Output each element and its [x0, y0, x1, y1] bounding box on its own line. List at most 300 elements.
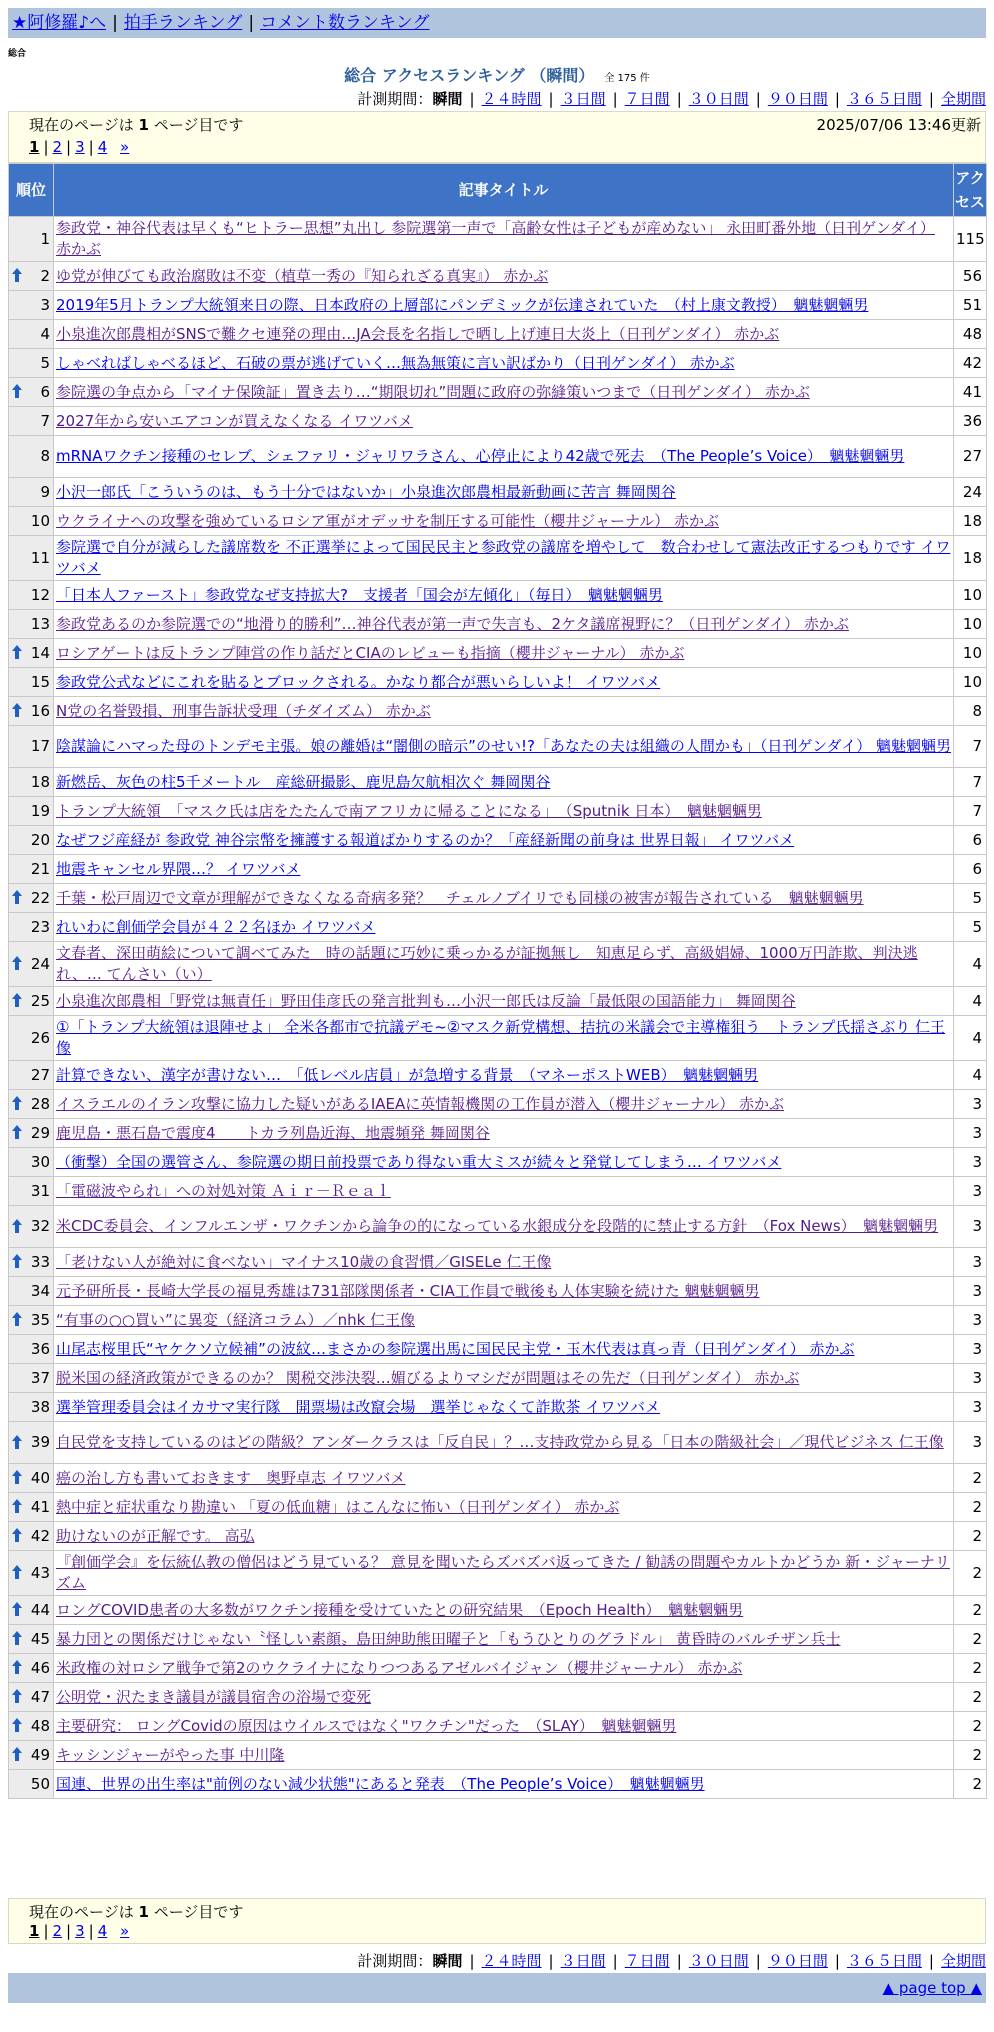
article-link[interactable]: “有事の○○買い”に異変（経済コラム）／nhk 仁王像 — [56, 1310, 416, 1329]
period-link-365d[interactable]: ３６５日間 — [846, 90, 922, 108]
title-cell — [54, 1206, 954, 1248]
title-cell — [54, 1522, 954, 1551]
rank-cell — [9, 855, 54, 884]
access-count: 6 — [954, 826, 987, 855]
title-cell — [54, 1551, 954, 1596]
title-cell — [54, 1393, 954, 1422]
article-link[interactable]: 2019年5月トランプ大統領来日の際、日本政府の上層部にパンデミックが伝達されていた （村上康文教授） 魑魅魍魎男 — [56, 295, 869, 314]
rank-number: 6 — [40, 382, 50, 401]
access-count: 115 — [954, 217, 987, 262]
title-cell — [54, 1683, 954, 1712]
access-count: 2 — [954, 1741, 987, 1770]
table-row — [9, 639, 987, 668]
title-cell — [54, 378, 954, 407]
rank-cell — [9, 610, 54, 639]
title-cell — [54, 1596, 954, 1625]
header-rank: 順位 — [9, 164, 54, 217]
access-count: 2 — [954, 1493, 987, 1522]
article-link[interactable]: mRNAワクチン接種のセレブ、シェファリ・ジャリワラさん、心停止により42歳で死去 （The People’s Voice） 魑魅魍魎男 — [56, 447, 905, 465]
access-count: 41 — [954, 378, 987, 407]
table-row — [9, 436, 987, 478]
access-count: 2 — [954, 1464, 987, 1493]
table-row — [9, 349, 987, 378]
rank-cell — [9, 407, 54, 436]
article-link[interactable]: 参院選の争点から「マイナ保険証」置き去り…“期限切れ”問題に政府の弥縫策いつまで（日刊ゲンダイ） 赤かぶ — [56, 382, 810, 401]
rank-number: 31 — [30, 1181, 50, 1200]
article-link[interactable]: キッシンジャーがやった事 中川隆 — [56, 1745, 285, 1764]
table-row — [9, 1119, 987, 1148]
article-link[interactable]: 山尾志桜里氏“ヤケクソ立候補”の波紋…まさかの参院選出馬に国民民主党・玉木代表は真っ青（日刊ゲンダイ） 赤かぶ — [56, 1339, 855, 1358]
title-cell — [54, 987, 954, 1016]
article-link[interactable]: 2027年から安いエアコンが買えなくなる イワツバメ — [56, 411, 413, 430]
rank-cell — [9, 884, 54, 913]
rank-number: 22 — [30, 888, 50, 907]
access-count: 3 — [954, 1090, 987, 1119]
rank-number: 29 — [30, 1123, 50, 1142]
table-row — [9, 797, 987, 826]
rank-cell — [9, 1683, 54, 1712]
rank-up-arrow-icon — [12, 1747, 22, 1761]
rank-cell — [9, 697, 54, 726]
page-title: 総合 アクセスランキング （瞬間） — [344, 66, 595, 85]
page-link-1[interactable]: 1 — [29, 1922, 40, 1940]
article-link[interactable]: 参政党あるのか参院選での“地滑り的勝利”…神谷代表が第一声で失言も、2ケタ議席視野に？（日刊ゲンダイ） 赤かぶ — [56, 614, 849, 633]
rank-up-arrow-icon — [12, 993, 22, 1007]
rank-up-arrow-icon — [12, 1312, 22, 1326]
table-row — [9, 1422, 987, 1464]
rank-cell — [9, 1306, 54, 1335]
title-cell — [54, 1335, 954, 1364]
access-count: 10 — [954, 668, 987, 697]
article-link[interactable]: 小泉進次郎農相「野党は無責任」野田佳彦氏の発言批判も…小沢一郎氏は反論「最低限の国語能力」 舞岡関谷 — [56, 991, 796, 1010]
title-cell — [54, 1177, 954, 1206]
rank-up-arrow-icon — [12, 1565, 22, 1579]
table-row — [9, 1741, 987, 1770]
article-link[interactable]: 脱米国の経済政策ができるのか？ 関税交渉決裂…媚びるよりマシだが問題はその先だ（日刊ゲンダイ） 赤かぶ — [56, 1368, 800, 1387]
access-count: 2 — [954, 1625, 987, 1654]
nav-link-comment-ranking[interactable]: コメント数ランキング — [260, 13, 430, 33]
header-access: アクセス — [954, 164, 987, 217]
title-cell — [54, 436, 954, 478]
access-count: 3 — [954, 1393, 987, 1422]
table-row — [9, 942, 987, 987]
article-link[interactable]: しゃべればしゃべるほど、石破の票が逃げていく…無為無策に言い訳ばかり（日刊ゲンダイ） 赤かぶ — [56, 353, 735, 372]
table-row — [9, 1625, 987, 1654]
period-label: 計測期間： — [357, 1952, 433, 1970]
table-row — [9, 507, 987, 536]
table-row — [9, 320, 987, 349]
article-link[interactable]: 選挙管理委員会はイカサマ実行隊 開票場は改竄会場 選挙じゃなくて詐欺茶 イワツバメ — [56, 1397, 661, 1416]
article-link[interactable]: 暴力団との関係だけじゃない〝怪しい素顔〟島田紳助熊田曜子と「もうひとりのグラドル」 黄昏時のバルチザン兵士 — [56, 1629, 841, 1648]
title-cell — [54, 536, 954, 581]
article-link[interactable]: 熱中症と症状重なり勘違い 「夏の低血糖」はこんなに怖い（日刊ゲンダイ） 赤かぶ — [56, 1497, 620, 1516]
title-cell — [54, 320, 954, 349]
rank-cell — [9, 1206, 54, 1248]
access-count: 2 — [954, 1551, 987, 1596]
title-cell — [54, 1016, 954, 1061]
rank-cell — [9, 942, 54, 987]
rank-number: 13 — [30, 614, 50, 633]
page-info-top — [8, 111, 986, 163]
title-cell — [54, 1422, 954, 1464]
table-row — [9, 581, 987, 610]
article-link[interactable]: 米CDC委員会、インフルエンザ・ワクチンから論争の的になっている水銀成分を段階的に禁止する方針 （Fox News） 魑魅魍魎男 — [56, 1217, 939, 1235]
title-cell — [54, 826, 954, 855]
rank-cell — [9, 291, 54, 320]
title-cell — [54, 697, 954, 726]
access-count: 2 — [954, 1770, 987, 1799]
access-count: 6 — [954, 855, 987, 884]
access-count: 48 — [954, 320, 987, 349]
period-link-7d[interactable]: ７日間 — [624, 90, 670, 108]
article-link[interactable]: 小沢一郎氏「こういうのは、もう十分ではないか」小泉進次郎農相最新動画に苦言 舞岡関谷 — [56, 482, 676, 501]
rank-number: 47 — [30, 1687, 50, 1706]
article-link[interactable]: 助けないのが正解です。 高弘 — [56, 1526, 255, 1545]
updated-timestamp: 2025/07/06 13:46更新 — [816, 116, 981, 134]
article-link[interactable]: ウクライナへの攻撃を強めているロシア軍がオデッサを制圧する可能性（櫻井ジャーナル） 赤かぶ — [56, 511, 719, 530]
rank-number: 42 — [30, 1526, 50, 1545]
title-cell — [54, 1277, 954, 1306]
top-nav — [8, 8, 986, 38]
period-label: 計測期間： — [357, 90, 433, 108]
title-cell — [54, 1248, 954, 1277]
article-link[interactable]: 計算できない、漢字が書けない… 「低レベル店員」が急増する背景 （マネーポストWEB） 魑魅魍魎男 — [56, 1065, 759, 1084]
title-cell — [54, 1090, 954, 1119]
access-count: 2 — [954, 1522, 987, 1551]
table-row — [9, 291, 987, 320]
rank-number: 50 — [30, 1774, 50, 1793]
table-row — [9, 726, 987, 768]
rank-number: 1 — [40, 229, 50, 248]
rank-cell — [9, 349, 54, 378]
page-link-1[interactable]: 1 — [29, 138, 40, 156]
page-next-link[interactable]: » — [120, 138, 130, 156]
table-row — [9, 1016, 987, 1061]
access-count: 18 — [954, 507, 987, 536]
rank-number: 3 — [40, 295, 50, 314]
rank-up-arrow-icon — [12, 1660, 22, 1674]
title-cell — [54, 855, 954, 884]
rank-cell — [9, 913, 54, 942]
rank-number: 44 — [30, 1600, 50, 1619]
rank-number: 30 — [30, 1152, 50, 1171]
article-link[interactable]: 小泉進次郎農相がSNSで難クセ連発の理由…JA会長を名指しで晒し上げ連日大炎上（日刊ゲンダイ） 赤かぶ — [56, 324, 780, 343]
rank-number: 40 — [30, 1468, 50, 1487]
current-page-text: 現在のページは 1 ページ目です — [29, 116, 244, 134]
article-link[interactable]: 米政権の対ロシア戦争で第2のウクライナになりつつあるアゼルバイジャン（櫻井ジャーナル） 赤かぶ — [56, 1658, 743, 1677]
access-count: 3 — [954, 1364, 987, 1393]
page-heading — [0, 63, 994, 86]
rank-cell — [9, 1712, 54, 1741]
access-count: 7 — [954, 726, 987, 768]
period-link-24h[interactable]: ２４時間 — [481, 1952, 542, 1970]
access-count: 4 — [954, 1061, 987, 1090]
rank-cell — [9, 1493, 54, 1522]
table-row — [9, 1770, 987, 1799]
title-cell — [54, 478, 954, 507]
article-link[interactable]: イスラエルのイラン攻撃に協力した疑いがあるIAEAに英情報機関の工作員が潜入（櫻井ジャーナル） 赤かぶ — [56, 1094, 784, 1113]
rank-cell — [9, 1625, 54, 1654]
rank-up-arrow-icon — [12, 703, 22, 717]
table-row — [9, 1090, 987, 1119]
access-count: 2 — [954, 1596, 987, 1625]
access-count: 18 — [954, 536, 987, 581]
title-cell — [54, 1148, 954, 1177]
rank-cell — [9, 1654, 54, 1683]
rank-number: 27 — [30, 1065, 50, 1084]
article-link[interactable]: 陰謀論にハマった母のトンデモ主張。娘の離婚は“闇側の暗示”のせい!?「あなたの夫は組織の人間かも」（日刊ゲンダイ） 魑魅魍魎男 — [56, 737, 951, 755]
article-link[interactable]: N党の名誉毀損、刑事告訴状受理（チダイズム） 赤かぶ — [56, 701, 431, 720]
period-selector-top: 計測期間：瞬間 | ２４時間 | ３日間 | ７日間 | ３０日間 | ９０日間 | ３６５日間 | 全期間 — [357, 90, 986, 108]
period-link-all[interactable]: 全期間 — [940, 1952, 986, 1970]
access-count: 10 — [954, 610, 987, 639]
article-link[interactable]: 国連、世界の出生率は"前例のない減少状態"にあると発表 （The People’s Voice） 魑魅魍魎男 — [56, 1774, 705, 1793]
period-link-7d[interactable]: ７日間 — [624, 1952, 670, 1970]
period-current: 瞬間 — [432, 90, 463, 108]
title-cell — [54, 1712, 954, 1741]
rank-cell — [9, 507, 54, 536]
article-link[interactable]: 文春者、深田萌絵について調べてみた 時の話題に巧妙に乗っかるが証拠無し 知恵足らず、高級娼婦、1000万円詐欺、判決逃れ、… てんさい（い） — [56, 944, 918, 983]
rank-number: 28 — [30, 1094, 50, 1113]
table-row — [9, 536, 987, 581]
table-row — [9, 1493, 987, 1522]
period-link-24h[interactable]: ２４時間 — [481, 90, 542, 108]
article-link[interactable]: れいわに創価学会員が４２２名ほか イワツバメ — [56, 917, 376, 936]
page-link-3[interactable]: 3 — [75, 1922, 85, 1940]
page-top-link[interactable]: ▲ page top ▲ — [882, 1979, 982, 1997]
access-count: 3 — [954, 1177, 987, 1206]
article-link[interactable]: ①「トランプ大統領は退陣せよ」 全米各都市で抗議デモ~②マスク新党構想、拮抗の米議会で主導権狙う トランプ氏揺さぶり 仁王像 — [56, 1018, 946, 1057]
access-count: 24 — [954, 478, 987, 507]
rank-cell — [9, 1277, 54, 1306]
period-link-30d[interactable]: ３０日間 — [688, 1952, 749, 1970]
period-link-all[interactable]: 全期間 — [940, 90, 986, 108]
rank-cell — [9, 1741, 54, 1770]
access-count: 8 — [954, 697, 987, 726]
access-count: 5 — [954, 884, 987, 913]
access-count: 3 — [954, 1206, 987, 1248]
article-link[interactable]: 新燃岳、灰色の柱5千メートル 産総研撮影、鹿児島欠航相次ぐ 舞岡関谷 — [56, 772, 551, 791]
table-row — [9, 1393, 987, 1422]
access-count: 3 — [954, 1422, 987, 1464]
rank-up-arrow-icon — [12, 1435, 22, 1449]
period-link-90d[interactable]: ９０日間 — [767, 90, 828, 108]
article-link[interactable]: 自民党を支持しているのはどの階級？アンダークラスは「反自民」？…支持政党から見る「日本の階級社会」／現代ビジネス 仁王像 — [56, 1433, 944, 1451]
period-link-3d[interactable]: ３日間 — [560, 1952, 606, 1970]
rank-up-arrow-icon — [12, 1528, 22, 1542]
article-link[interactable]: なぜフジ産経が 参政党 神谷宗幣を擁護する報道ばかりするのか？「産経新聞の前身は 世界日報」 イワツバメ — [56, 830, 795, 849]
rank-up-arrow-icon — [12, 956, 22, 970]
page-next-link[interactable]: » — [120, 1922, 130, 1940]
rank-cell — [9, 436, 54, 478]
access-count: 56 — [954, 262, 987, 291]
rank-up-arrow-icon — [12, 1096, 22, 1110]
article-link[interactable]: 主要研究： ロングCovidの原因はウイルスではなく"ワクチン"だった （SLAY） 魑魅魍魎男 — [56, 1716, 677, 1735]
access-count: 3 — [954, 1277, 987, 1306]
rank-cell — [9, 1177, 54, 1206]
period-link-3d[interactable]: ３日間 — [560, 90, 606, 108]
article-link[interactable]: 『創価学会』を伝統仏教の僧侶はどう見ている？ 意見を聞いたらズバズバ返ってきた / 勧誘の問題やカルトかどうか 新・ジャーナリズム — [56, 1553, 950, 1592]
rank-number: 12 — [30, 585, 50, 604]
article-link[interactable]: 公明党・沢たまき議員が議員宿舎の浴場で変死 — [56, 1687, 372, 1706]
table-row — [9, 378, 987, 407]
rank-up-arrow-icon — [12, 1689, 22, 1703]
rank-cell — [9, 1364, 54, 1393]
rank-up-arrow-icon — [12, 1718, 22, 1732]
page-link-3[interactable]: 3 — [75, 138, 85, 156]
title-cell — [54, 349, 954, 378]
page-link-4[interactable]: 4 — [97, 138, 108, 156]
page-link-2[interactable]: 2 — [52, 1922, 63, 1940]
pagination-bottom: 1 | 2 | 3 | 4 » — [29, 1922, 130, 1940]
title-cell — [54, 768, 954, 797]
article-link[interactable]: 元予研所長・長崎大学長の福見秀雄は731部隊関係者・CIA工作員で戦後も人体実験を続けた 魑魅魍魎男 — [56, 1281, 760, 1300]
rank-up-arrow-icon — [12, 1219, 22, 1233]
article-link[interactable]: ロシアゲートは反トランプ陣営の作り話だとCIAのレビューも指摘（櫻井ジャーナル） 赤かぶ — [56, 643, 685, 662]
table-row — [9, 1654, 987, 1683]
rank-cell — [9, 320, 54, 349]
access-count: 4 — [954, 1016, 987, 1061]
rank-number: 34 — [30, 1281, 50, 1300]
table-row — [9, 1364, 987, 1393]
rank-cell — [9, 987, 54, 1016]
access-count: 7 — [954, 768, 987, 797]
article-link[interactable]: ロングCOVID患者の大多数がワクチン接種を受けていたとの研究結果 （Epoch Health） 魑魅魍魎男 — [56, 1600, 744, 1619]
table-row — [9, 1712, 987, 1741]
table-row — [9, 407, 987, 436]
article-link[interactable]: 地震キャンセル界隈…？ イワツバメ — [56, 859, 301, 878]
nav-link-applause-ranking[interactable]: 拍手ランキング — [123, 13, 243, 33]
title-cell — [54, 1654, 954, 1683]
nav-link-asyura-home[interactable]: ★阿修羅♪へ — [12, 13, 107, 33]
rank-number: 46 — [30, 1658, 50, 1677]
rank-cell — [9, 581, 54, 610]
access-count: 10 — [954, 639, 987, 668]
rank-up-arrow-icon — [12, 890, 22, 904]
page-link-2[interactable]: 2 — [52, 138, 63, 156]
rank-number: 45 — [30, 1629, 50, 1648]
rank-number: 39 — [30, 1433, 50, 1451]
rank-cell — [9, 1248, 54, 1277]
access-count: 3 — [954, 1248, 987, 1277]
access-count: 2 — [954, 1683, 987, 1712]
nav-separator: | — [112, 13, 118, 33]
table-row — [9, 855, 987, 884]
period-link-30d[interactable]: ３０日間 — [688, 90, 749, 108]
table-row — [9, 1248, 987, 1277]
table-row — [9, 610, 987, 639]
article-link[interactable]: 千葉・松戸周辺で文章が理解ができなくなる奇病多発？ チェルノブイリでも同様の被害が報告されている 魑魅魍魎男 — [56, 888, 864, 907]
article-link[interactable]: 参院選で自分が減らした議席数を 不正選挙によって国民民主と参政党の議席を増やして 数合わせして憲法改正するつもりです イワツバメ — [56, 538, 951, 577]
header-title: 記事タイトル — [54, 164, 954, 217]
article-link[interactable]: 「電磁波やられ」への対処対策 Ａｉｒ－Ｒｅａｌ — [56, 1181, 391, 1200]
rank-cell — [9, 262, 54, 291]
title-cell — [54, 1625, 954, 1654]
rank-number: 16 — [30, 701, 50, 720]
rank-up-arrow-icon — [12, 1254, 22, 1268]
current-page-text: 現在のページは 1 ページ目です — [29, 1903, 244, 1921]
title-cell — [54, 1061, 954, 1090]
title-cell — [54, 726, 954, 768]
title-cell — [54, 507, 954, 536]
rank-cell — [9, 478, 54, 507]
rank-number: 32 — [30, 1217, 50, 1235]
rank-number: 19 — [30, 801, 50, 820]
rank-number: 49 — [30, 1745, 50, 1764]
rank-number: 35 — [30, 1310, 50, 1329]
rank-number: 5 — [40, 353, 50, 372]
period-current: 瞬間 — [432, 1952, 463, 1970]
rank-cell — [9, 1016, 54, 1061]
title-cell — [54, 884, 954, 913]
title-cell — [54, 1493, 954, 1522]
period-link-90d[interactable]: ９０日間 — [767, 1952, 828, 1970]
rank-cell — [9, 1090, 54, 1119]
access-count: 3 — [954, 1335, 987, 1364]
access-count: 4 — [954, 987, 987, 1016]
table-row — [9, 884, 987, 913]
rank-number: 38 — [30, 1397, 50, 1416]
page-info-bottom — [8, 1898, 986, 1944]
rank-cell — [9, 1596, 54, 1625]
rank-number: 11 — [30, 548, 50, 567]
article-link[interactable]: 参政党・神谷代表は早くも“ヒトラー思想”丸出し 参院選第一声で「高齢女性は子どもが産めない」 永田町番外地（日刊ゲンダイ） 赤かぶ — [56, 219, 935, 258]
article-link[interactable]: （衝撃）全国の選管さん、参院選の期日前投票であり得ない重大ミスが続々と発覚してしまう… イワツバメ — [56, 1152, 782, 1171]
rank-cell — [9, 726, 54, 768]
title-cell — [54, 217, 954, 262]
access-count: 3 — [954, 1306, 987, 1335]
rank-cell — [9, 768, 54, 797]
article-link[interactable]: 癌の治し方も書いておきます 奥野卓志 イワツバメ — [56, 1468, 406, 1487]
rank-cell — [9, 1119, 54, 1148]
access-count: 5 — [954, 913, 987, 942]
article-link[interactable]: 参政党公式などにこれを貼るとブロックされる。かなり都合が悪いらしいよ！ イワツバメ — [56, 672, 661, 691]
period-link-365d[interactable]: ３６５日間 — [846, 1952, 922, 1970]
article-link[interactable]: 「日本人ファースト」参政党なぜ支持拡大? 支援者「国会が左傾化」（毎日） 魑魅魍魎男 — [56, 585, 663, 604]
rank-number: 23 — [30, 917, 50, 936]
table-row — [9, 1522, 987, 1551]
title-cell — [54, 797, 954, 826]
table-row — [9, 668, 987, 697]
rank-number: 25 — [30, 991, 50, 1010]
rank-up-arrow-icon — [12, 1602, 22, 1616]
title-cell — [54, 1364, 954, 1393]
rank-number: 37 — [30, 1368, 50, 1387]
rank-cell — [9, 1422, 54, 1464]
period-selector-bottom: 計測期間：瞬間 | ２４時間 | ３日間 | ７日間 | ３０日間 | ９０日間 | ３６５日間 | 全期間 — [357, 1952, 986, 1970]
table-row — [9, 1061, 987, 1090]
nav-separator: | — [248, 13, 255, 33]
rank-number: 7 — [40, 411, 50, 430]
table-row — [9, 1683, 987, 1712]
title-cell — [54, 913, 954, 942]
rank-number: 21 — [30, 859, 50, 878]
rank-number: 9 — [40, 482, 50, 501]
title-cell — [54, 1119, 954, 1148]
article-link[interactable]: トランプ大統領 「マスク氏は店をたたんで南アフリカに帰ることになる」 （Sputnik 日本） 魑魅魍魎男 — [56, 801, 762, 820]
rank-cell — [9, 378, 54, 407]
rank-number: 41 — [30, 1497, 50, 1516]
article-link[interactable]: 「老けない人が絶対に食べない」マイナス10歳の食習慣／GISELe 仁王像 — [56, 1252, 552, 1271]
article-link[interactable]: ゆ党が伸びても政治腐敗は不変（植草一秀の『知られざる真実』） 赤かぶ — [56, 266, 549, 285]
total-count: 全 175 件 — [604, 73, 650, 84]
page-link-4[interactable]: 4 — [97, 1922, 108, 1940]
table-row — [9, 826, 987, 855]
rank-number: 20 — [30, 830, 50, 849]
table-row — [9, 217, 987, 262]
access-count: 36 — [954, 407, 987, 436]
article-link[interactable]: 鹿児島・悪石島で震度4 トカラ列島近海、地震頻発 舞岡関谷 — [56, 1123, 490, 1142]
